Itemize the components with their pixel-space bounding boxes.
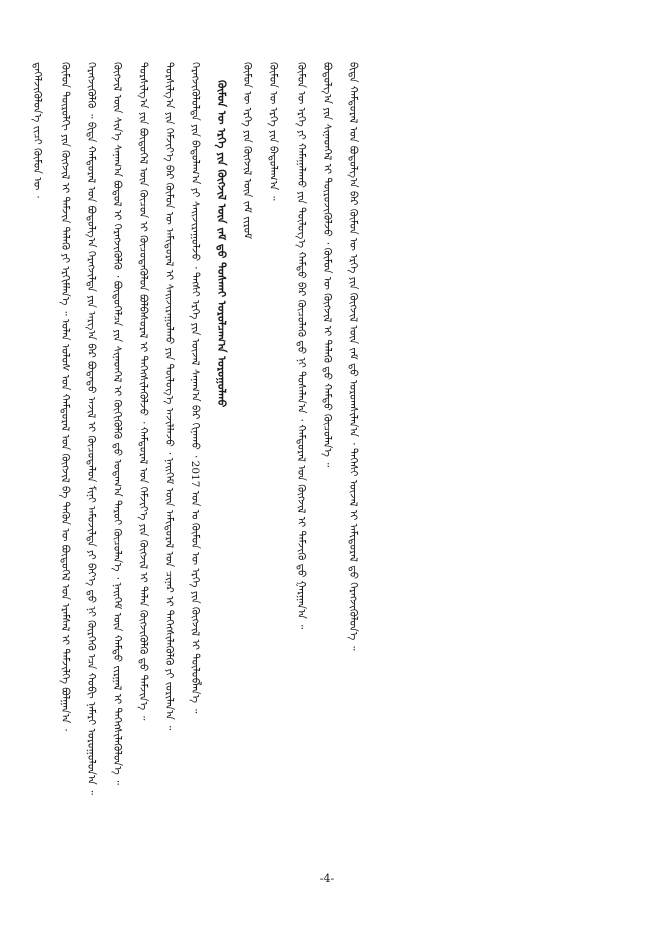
text-line-2: ᠬᠦᠮᠦᠨ ᠲᠥᠷᠥᠯᠬᠢ ᠶᠢᠨ ᠬᠥᠭᠵᠢᠯ ᠢ ᠳᠡᠮᠵᠢᠨ ᠲᠡᠯᠡᠬᠦ ᠶᠢ ᠡᠷᠬᠢᠮᠯᠡᠨ᠎ᠡ ᠃ ᠣᠯᠠᠨ ᠤᠯᠤᠰ ᠤᠨ ᠬᠠᠮᠲᠤᠷᠠᠯ ᠤᠨ ᠬᠥᠭᠵᠢᠯ ᠪᠠ ᠲᠡᠭᠦᠨ ᠦ ᠪᠦᠲᠦᠭᠡᠯ ᠤᠨ ᠡᠷᠡᠮᠰᠡᠯ ᠢ ᠳᠡᠮᠵᠢᠯᠭᠡ ᠪᠣᠯᠭᠠᠨ᠎ᠠ ᠂ bbox=[59, 62, 71, 731]
text-line-3: ᠬᠡᠷᠡᠭᠵᠢᠭᠦᠯᠬᠦ ᠃ ᠪᠢᠳᠡ ᠬᠠᠮᠲᠤᠷᠠᠯ ᠤᠨ ᠪᠣᠳᠣᠯᠭ᠎ᠠ ᠬᠡᠷᠡᠭᠵᠢᠯᠲᠡ ᠶᠢᠨ ᠠᠷᠭ᠎ᠠ ᠪᠠᠷ ᠪᠣᠳᠠᠲᠤ ᠠᠵᠢᠯ ᠢ ᠬᠦᠴᠦᠳᠡᠯᠦᠨ ᠮᠢᠨᠢ ᠠᠮᠤᠵᠢᠯᠲᠠ ᠶᠢ ᠪᠡᠶ᠎ᠡ ᠳ᠋ᠤ ᠨᠢ ᠬᠦᠷᠭᠡᠬᠦ ᠡᠴᠡ ᠬᠤᠪᠢ ᠨᠡᠮᠡᠷᠢ ᠣᠷᠣᠭᠤᠯᠤᠨ᠎ᠠ ᠃ bbox=[85, 62, 97, 795]
text-line-6: ᠲᠤᠷᠰᠢᠯᠭ᠎ᠠ ᠶᠢᠨ ᠬᠡᠮᠵᠢᠶ᠎ᠡ ᠪᠡᠷ ᠬᠦᠮᠦᠨ ᠦ ᠠᠮᠢᠳᠤᠷᠠᠯ ᠢ ᠰᠠᠢᠵᠢᠷᠠᠭᠤᠯᠬᠤ ᠶᠢᠨ ᠲᠥᠯᠥᠭ᠎ᠡ ᠠᠵᠢᠯᠯᠠᠵᠤ ᠂ ᠨᠡᠢᠭᠡᠮ ᠦᠨ ᠠᠮᠢᠳᠤᠷᠠᠯ ᠤᠨ ᠴᠢᠨᠠᠷ ᠢ ᠳᠡᠭᠡᠭᠰᠢᠯᠡᠭᠦᠯᠬᠦ ᠶᠢ ᠵᠣᠷᠢᠯᠠᠨ᠎ᠠ ᠃ bbox=[163, 62, 175, 731]
text-line-5: ᠲᠤᠷᠰᠢᠯᠭ᠎ᠠ ᠶᠢᠨ ᠪᠦᠲᠦᠭᠡᠯ ᠦᠨ ᠬᠦᠴᠦᠨ ᠢ ᠬᠦᠴᠦᠳᠡᠭᠦᠯᠦᠨ ᠪᠣᠯᠪᠠᠰᠤᠷᠠᠯ ᠢ ᠳᠡᠭᠡᠭᠰᠢᠯᠡᠭᠦᠯᠵᠦ ᠂ ᠬᠠᠮᠲᠤᠷᠠᠯ ᠤᠨ ᠬᠡᠮᠵᠢᠶ᠎ᠡ ᠶᠢᠨ ᠬᠥᠭᠵᠢᠯ ᠢ ᠲᠡᠯᠡᠨ ᠬᠥᠭᠵᠢᠭᠦᠯᠬᠦ ᠳ᠋ᠦ ᠳᠡᠮᠵᠢᠨ᠎ᠡ ᠃ bbox=[137, 62, 149, 721]
text-line-10: ᠬᠦᠮᠦᠨ ᠦ ᠡᠷᠬᠡ ᠶᠢ ᠬᠠᠮᠠᠭᠠᠯᠠᠬᠤ ᠶᠢᠨ ᠲᠥᠯᠥᠭ᠎ᠡ ᠬᠠᠮᠲᠤ ᠪᠡᠷ ᠬᠦᠴᠦᠯᠡᠬᠦ ᠳ᠋ᠤ ᠨᠢ ᠲᠤᠰᠠᠯᠠᠨ᠎ᠠ ᠂ ᠬᠠᠮᠲᠤᠷᠠᠯ ᠤᠨ ᠬᠥᠭᠵᠢᠯ ᠢ ᠳᠡᠮᠵᠢᠬᠦ ᠳ᠋ᠦ ᠭᠠᠷᠭᠠᠨ᠎ᠠ ᠃ bbox=[295, 62, 307, 630]
section-heading: ᠬᠦᠮᠦᠨ ᠦ ᠡᠷᠬᠡ ᠶᠢᠨ ᠬᠥᠭᠵᠢᠯ ᠦᠨ ᠵᠠᠮ ᠳ᠋ᠤ ᠲᠤᠰᠬᠠᠢ ᠤᠷᠤᠯᠴᠠᠭ᠎ᠠ ᠣᠷᠣᠭᠤᠯᠬᠤ bbox=[215, 80, 228, 408]
text-line-7: ᠬᠡᠷᠡᠭᠵᠢᠭᠦᠯᠦᠯᠲᠡ ᠶᠢᠨ ᠪᠠᠲᠤᠯᠠᠭ᠎ᠠ ᠶᠢ ᠰᠠᠢᠵᠢᠷᠠᠭᠤᠯᠵᠤ ᠂ ᠲᠡᠭᠰᠢ ᠡᠷᠬᠡ ᠶᠢᠨ ᠦᠵᠡᠯ ᠰᠠᠨᠠᠭ᠎ᠠ ᠪᠠᠷ ᠬᠢᠨᠠᠬᠤ ᠂ 2017 ᠣᠨ ᠤ ᠬᠦᠮᠦᠨ ᠦ ᠡᠷᠬᠡ ᠶᠢᠨ ᠬᠥᠭᠵᠢᠯ ᠢ ᠲᠥᠯᠥᠪᠯᠡᠨ᠎ᠡ ᠃ bbox=[189, 62, 201, 714]
text-line-11: ᠪᠣᠳᠣᠯᠭ᠎ᠠ ᠶᠢᠨ ᠰᠢᠨᠡᠳᠬᠡᠯ ᠢ ᠲᠥᠷᠥᠵᠢᠭᠦᠯᠵᠦ ᠂ ᠬᠦᠮᠦᠨ ᠦ ᠬᠥᠭᠵᠢᠯ ᠢ ᠲᠡᠯᠡᠬᠦ ᠳ᠋ᠦ ᠬᠠᠮᠲᠤ ᠬᠦᠴᠦᠯᠡᠨ᠎ᠡ ᠃ bbox=[321, 62, 333, 468]
page-number: -4- bbox=[319, 872, 335, 885]
text-line-9: ᠬᠦᠮᠦᠨ ᠦ ᠡᠷᠬᠡ ᠶᠢᠨ ᠪᠠᠲᠤᠯᠠᠭ᠎ᠠ ᠃ bbox=[267, 62, 279, 201]
text-line-4: ᠬᠥᠭᠵᠢᠯ ᠦᠨ ᠰᠢᠨ᠎ᠡ ᠰᠠᠨᠠᠭ᠎ᠠ ᠪᠣᠳᠣᠯ ᠢ ᠬᠡᠷᠡᠭᠵᠢᠭᠦᠯᠬᠦ ᠂ ᠪᠦᠲᠦᠭᠡᠯᠴᠡ ᠶᠢᠨ ᠰᠢᠨᠡᠳᠬᠡᠯ ᠢ ᠬᠥᠬᠢᠭᠦᠯᠬᠦ ᠳ᠋ᠤ ᠤᠳᠠᠭ᠎ᠠ ᠳᠠᠷᠤᠢ ᠬᠦᠴᠦᠯᠡᠨ᠎ᠡ ᠂ ᠨᠡᠢᠭᠡᠮ ᠦᠨ ᠬᠠᠮᠲᠤ ᠵᠢᠷᠭᠠᠯ ᠢ ᠳᠡᠭᠡᠭᠰᠢᠯᠡᠭᠦᠯᠦᠨ᠎ᠡ ᠃ bbox=[111, 62, 123, 785]
text-line-12: ᠪᠢᠳᠡ ᠬᠠᠮᠲᠤᠷᠠᠯ ᠤᠨ ᠪᠣᠳᠣᠯᠭ᠎ᠠ ᠪᠠᠷ ᠬᠦᠮᠦᠨ ᠦ ᠡᠷᠬᠡ ᠶᠢᠨ ᠬᠥᠭᠵᠢᠯ ᠦᠨ ᠵᠠᠮ ᠳ᠋ᠤ ᠤᠷᠤᠭᠰᠢᠯᠠᠨ᠎ᠠ ᠂ ᠲᠡᠭᠡᠰᠢ ᠦᠵᠡᠯ ᠢ ᠠᠮᠢᠳᠤᠷᠠᠯ ᠳ᠋ᠤ ᠬᠡᠷᠡᠭᠵᠢᠭᠦᠯᠦᠨ᠎ᠡ ᠃ bbox=[347, 62, 359, 651]
text-line-8: ᠬᠦᠮᠦᠨ ᠦ ᠡᠷᠬᠡ ᠶᠢᠨ ᠬᠥᠭᠵᠢᠯ ᠦᠨ ᠵᠠᠮ ᠵᠢᠷᠤᠮ bbox=[241, 62, 253, 240]
text-line-1: ᠳ᠋ᠡᠭᠡᠯᠵᠢᠭᠦᠯᠦᠨ᠎ᠡ ᠵᠢᠴᠢ ᠬᠦᠮᠦᠨ ᠦ ᠂ bbox=[31, 62, 43, 198]
